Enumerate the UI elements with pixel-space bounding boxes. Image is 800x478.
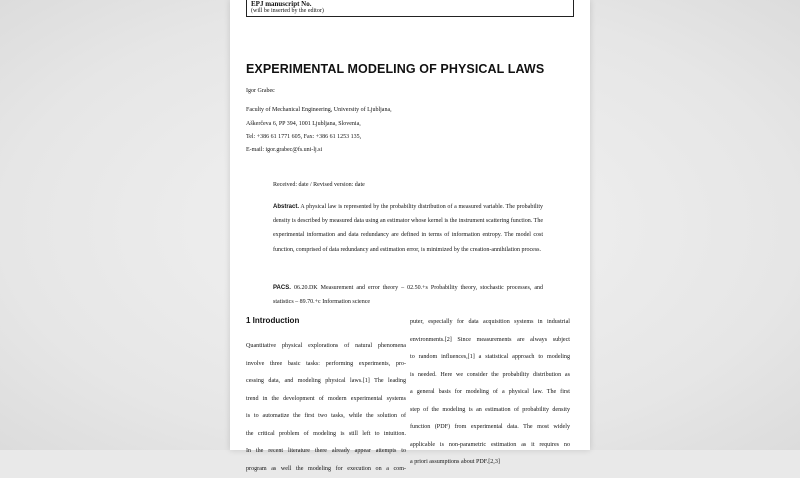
abstract-label: Abstract. [273,204,299,210]
body-line: is needed. Here we consider the probability distribution as [410,367,570,385]
pacs-label: PACS. [273,285,291,291]
author-name: Igor Grabec [246,88,275,94]
affiliation-line: Aškerčeva 6, PP 394, 1001 Ljubljana, Slovenia, [246,121,361,127]
body-line: to random influences,[1] a statistical approach to modeling [410,349,570,367]
pacs-text: 06.20.DK Measurement and error theory – 02.50.+s Probability theory, stochastic processes, and statistics – 89.70.+c Information science [273,285,543,305]
body-line: involve three basic tasks: performing experiments, pro- [246,356,406,374]
manuscript-title: EPJ manuscript No. [251,0,311,8]
right-column [410,314,570,472]
body-line: function (PDF) from experimental data. The most widely [410,419,570,437]
affiliation-email: E-mail: igor.grabec@fs.uni-lj.si [246,147,322,153]
affiliation-line: Tel: +386 61 1771 605, Fax: +386 61 1253 135, [246,134,361,140]
body-line: In the recent literature there already appear attempts to [246,443,406,461]
section-heading: 1 Introduction [246,316,299,325]
paper-title: EXPERIMENTAL MODELING OF PHYSICAL LAWS [246,62,544,76]
body-line: puter, especially for data acquisition systems in industrial [410,314,570,332]
pacs [273,281,543,309]
body-line: a priori assumptions about PDF.[2,3] [410,454,570,472]
left-column [246,338,406,478]
received-date: Received: date / Revised version: date [273,182,365,188]
body-line: applicable is non-parametric estimation as it requires no [410,437,570,455]
body-line: trend in the development of modern experimental systems [246,391,406,409]
manuscript-header-box [246,0,574,17]
body-line: step of the modeling is an estimation of probability density [410,402,570,420]
abstract-text: A physical law is represented by the probability distribution of a measured variable. The probability density is described by measured data using an estimator whose kernel is the instrument scattering function. The experimental information and data redundancy are defined in terms of information entropy. The model cost function, comprised of data redundancy and estimation error, is minimized by the creation-annihilation process. [273,204,543,253]
body-line: a general basis for modeling of a physical law. The first [410,384,570,402]
body-line: cessing data, and modeling physical laws.[1] The leading [246,373,406,391]
manuscript-note: (will be inserted by the editor) [251,7,324,15]
paper-page [230,0,590,450]
body-line: program as well the modeling for execution on a com- [246,461,406,478]
body-line: the critical problem of modeling is still left to intuition. [246,426,406,444]
body-line: environments.[2] Since measurements are always subject [410,332,570,350]
body-line: is to automatize the first two tasks, while the solution of [246,408,406,426]
affiliation-line: Faculty of Mechanical Engineering, University of Ljubljana, [246,107,392,113]
abstract [273,200,543,257]
body-line: Quantitative physical explorations of natural phenomena [246,338,406,356]
